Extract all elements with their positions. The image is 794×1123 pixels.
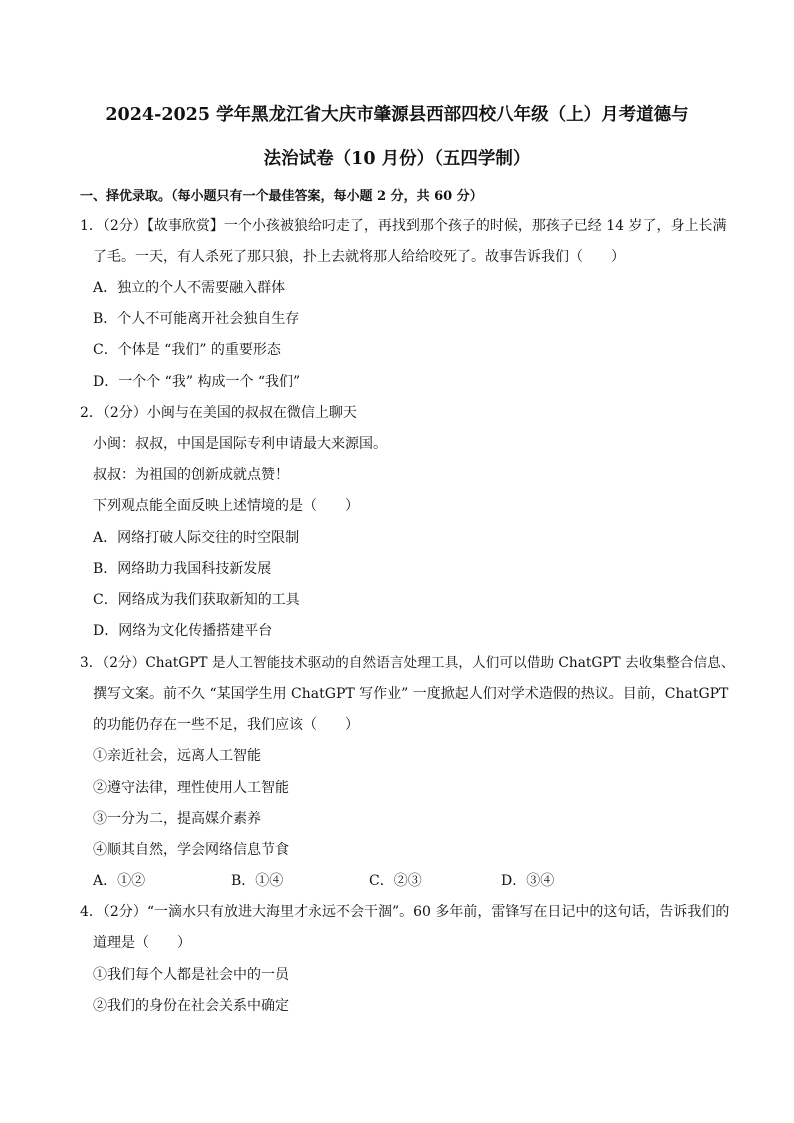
question-2-option-a: A．网络打破人际交往的时空限制 [93,530,300,546]
question-2-option-d: D．网络为文化传播搭建平台 [93,623,273,639]
question-1-option-b: B．个人不可能离开社会独自生存 [93,311,300,327]
question-1-option-a: A．独立的个人不需要融入群体 [93,280,286,296]
question-4-statement-1: ①我们每个人都是社会中的一员 [93,967,289,983]
question-3-stem: 3．（2分）ChatGPT 是人工智能技术驱动的自然语言处理工具，人们可以借助 ChatGPT 去收集整合信息、 [80,655,735,671]
question-2-dialog-line: 小闽：叔叔，中国是国际专利申请最大来源国。 [93,436,387,452]
question-4-statement-2: ②我们的身份在社会关系中确定 [93,998,289,1014]
question-4-stem-cont: 道理是（ ） [93,935,191,951]
question-3-choice-a: A．①② [93,873,146,889]
question-3-statement-2: ②遵守法律，理性使用人工智能 [93,780,289,796]
question-3-statement-1: ①亲近社会，远离人工智能 [93,748,261,764]
exam-title-line-2: 法治试卷（10 月份）（五四学制） [263,149,531,169]
question-3-choice-d: D．③④ [501,873,555,889]
question-3-stem-cont: 撰写文案。前不久 “某国学生用 ChatGPT 写作业” 一度掀起人们对学术造假的热议。目前，ChatGPT [93,686,729,702]
question-2-option-c: C．网络成为我们获取新知的工具 [93,592,300,608]
question-1-stem: 1．（2分）【故事欣赏】一个小孩被狼给叼走了，再找到那个孩子的时候，那孩子已经 14 岁了，身上长满 [80,218,727,234]
question-2-dialog-line: 叔叔：为祖国的创新成就点赞！ [93,467,289,483]
question-3-choice-c: C．②③ [369,873,422,889]
section-heading: 一、择优录取。（每小题只有一个最佳答案，每小题 2 分，共 60 分） [80,189,483,204]
question-3-statement-3: ③一分为二，提高媒介素养 [93,811,261,827]
question-1-stem-cont: 了毛。一天，有人杀死了那只狼，扑上去就将那人给给咬死了。故事告诉我们（ ） [93,249,625,265]
question-4-stem: 4．（2分）“一滴水只有放进大海里才永远不会干涸”。60 多年前，雷锋写在日记中的这句话，告诉我们的 [80,904,730,920]
question-2-option-b: B．网络助力我国科技新发展 [93,561,272,577]
question-1-option-c: C．个体是 “我们” 的重要形态 [93,342,281,358]
question-3-choice-b: B．①④ [231,873,284,889]
question-3-stem-cont: 的功能仍存在一些不足，我们应该（ ） [93,717,359,733]
question-1-option-d: D．一个个 “我” 构成一个 “我们” [93,374,301,390]
question-2-prompt: 下列观点能全面反映上述情境的是（ ） [93,498,359,514]
question-3-statement-4: ④顺其自然，学会网络信息节食 [93,842,289,858]
question-2-stem: 2．（2分）小闽与在美国的叔叔在微信上聊天 [80,405,357,421]
exam-title-line-1: 2024-2025 学年黑龙江省大庆市肇源县西部四校八年级（上）月考道德与 [105,105,689,125]
